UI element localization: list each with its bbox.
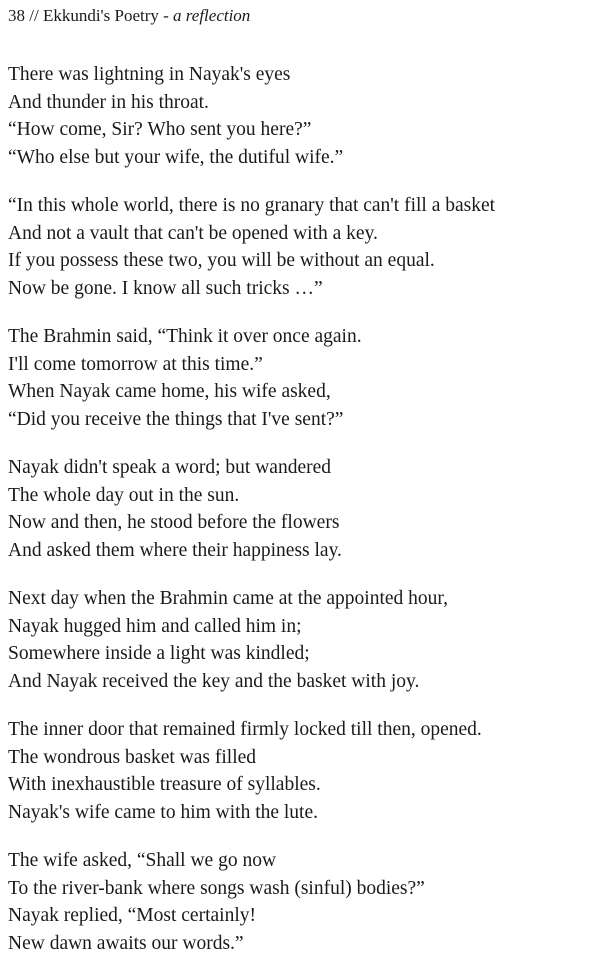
- poem-line: New dawn awaits our words.”: [8, 932, 244, 954]
- poem-line: With inexhaustible treasure of syllables.: [8, 774, 321, 795]
- poem-line: Nayak's wife came to him with the lute.: [8, 801, 319, 823]
- poem-line: The Brahmin said, “Think it over once again.: [8, 326, 362, 347]
- poem-stanza-3: [8, 323, 362, 433]
- poem-line: And Nayak received the key and the basket with joy.: [8, 670, 420, 692]
- header-dash: -: [163, 6, 169, 25]
- poem-stanza-2: [8, 192, 495, 302]
- poem-line: The inner door that remained firmly locked till then, opened.: [8, 719, 482, 740]
- poem-line: When Nayak came home, his wife asked,: [8, 381, 331, 402]
- poem-stanza-7: [8, 847, 425, 957]
- book-subtitle: a reflection: [173, 6, 251, 25]
- poem-line: “In this whole world, there is no granary that can't fill a basket: [8, 195, 496, 216]
- poem-stanza-6: [8, 716, 482, 826]
- poem-line: The whole day out in the sun.: [8, 484, 240, 506]
- poem-stanza-4: [8, 454, 342, 564]
- poem-line: And thunder in his throat.: [8, 91, 209, 113]
- poem-line: Now be gone. I know all such tricks …”: [8, 277, 323, 299]
- poem-line: “How come, Sir? Who sent you here?”: [8, 119, 312, 140]
- poem-line: The wife asked, “Shall we go now: [8, 850, 277, 871]
- poem-line: There was lightning in Nayak's eyes: [8, 64, 291, 85]
- running-header: [8, 4, 250, 28]
- poem-line: Nayak didn't speak a word; but wandered: [8, 457, 331, 478]
- poem-line: Somewhere inside a light was kindled;: [8, 643, 310, 664]
- poem-line: And not a vault that can't be opened with a key.: [8, 222, 378, 244]
- poem-line: Nayak hugged him and called him in;: [8, 615, 302, 637]
- poem-line: Next day when the Brahmin came at the appointed hour,: [8, 588, 448, 609]
- poem-line: “Did you receive the things that I've sent?”: [8, 408, 344, 430]
- page-number: 38: [8, 6, 25, 25]
- poem-line: Now and then, he stood before the flowers: [8, 512, 340, 533]
- poem-stanza-1: [8, 61, 343, 171]
- poem-line: Nayak replied, “Most certainly!: [8, 905, 256, 926]
- book-title: Ekkundi's Poetry: [42, 6, 159, 25]
- poem-line: If you possess these two, you will be without an equal.: [8, 250, 435, 271]
- poem-line: To the river-bank where songs wash (sinful) bodies?”: [8, 877, 425, 899]
- poem-line: I'll come tomorrow at this time.”: [8, 353, 263, 375]
- poem-line: And asked them where their happiness lay.: [8, 539, 342, 561]
- poem-stanza-5: [8, 585, 448, 695]
- poem-line: “Who else but your wife, the dutiful wife.”: [8, 146, 344, 168]
- header-separator: //: [29, 6, 39, 25]
- poem-line: The wondrous basket was filled: [8, 746, 257, 768]
